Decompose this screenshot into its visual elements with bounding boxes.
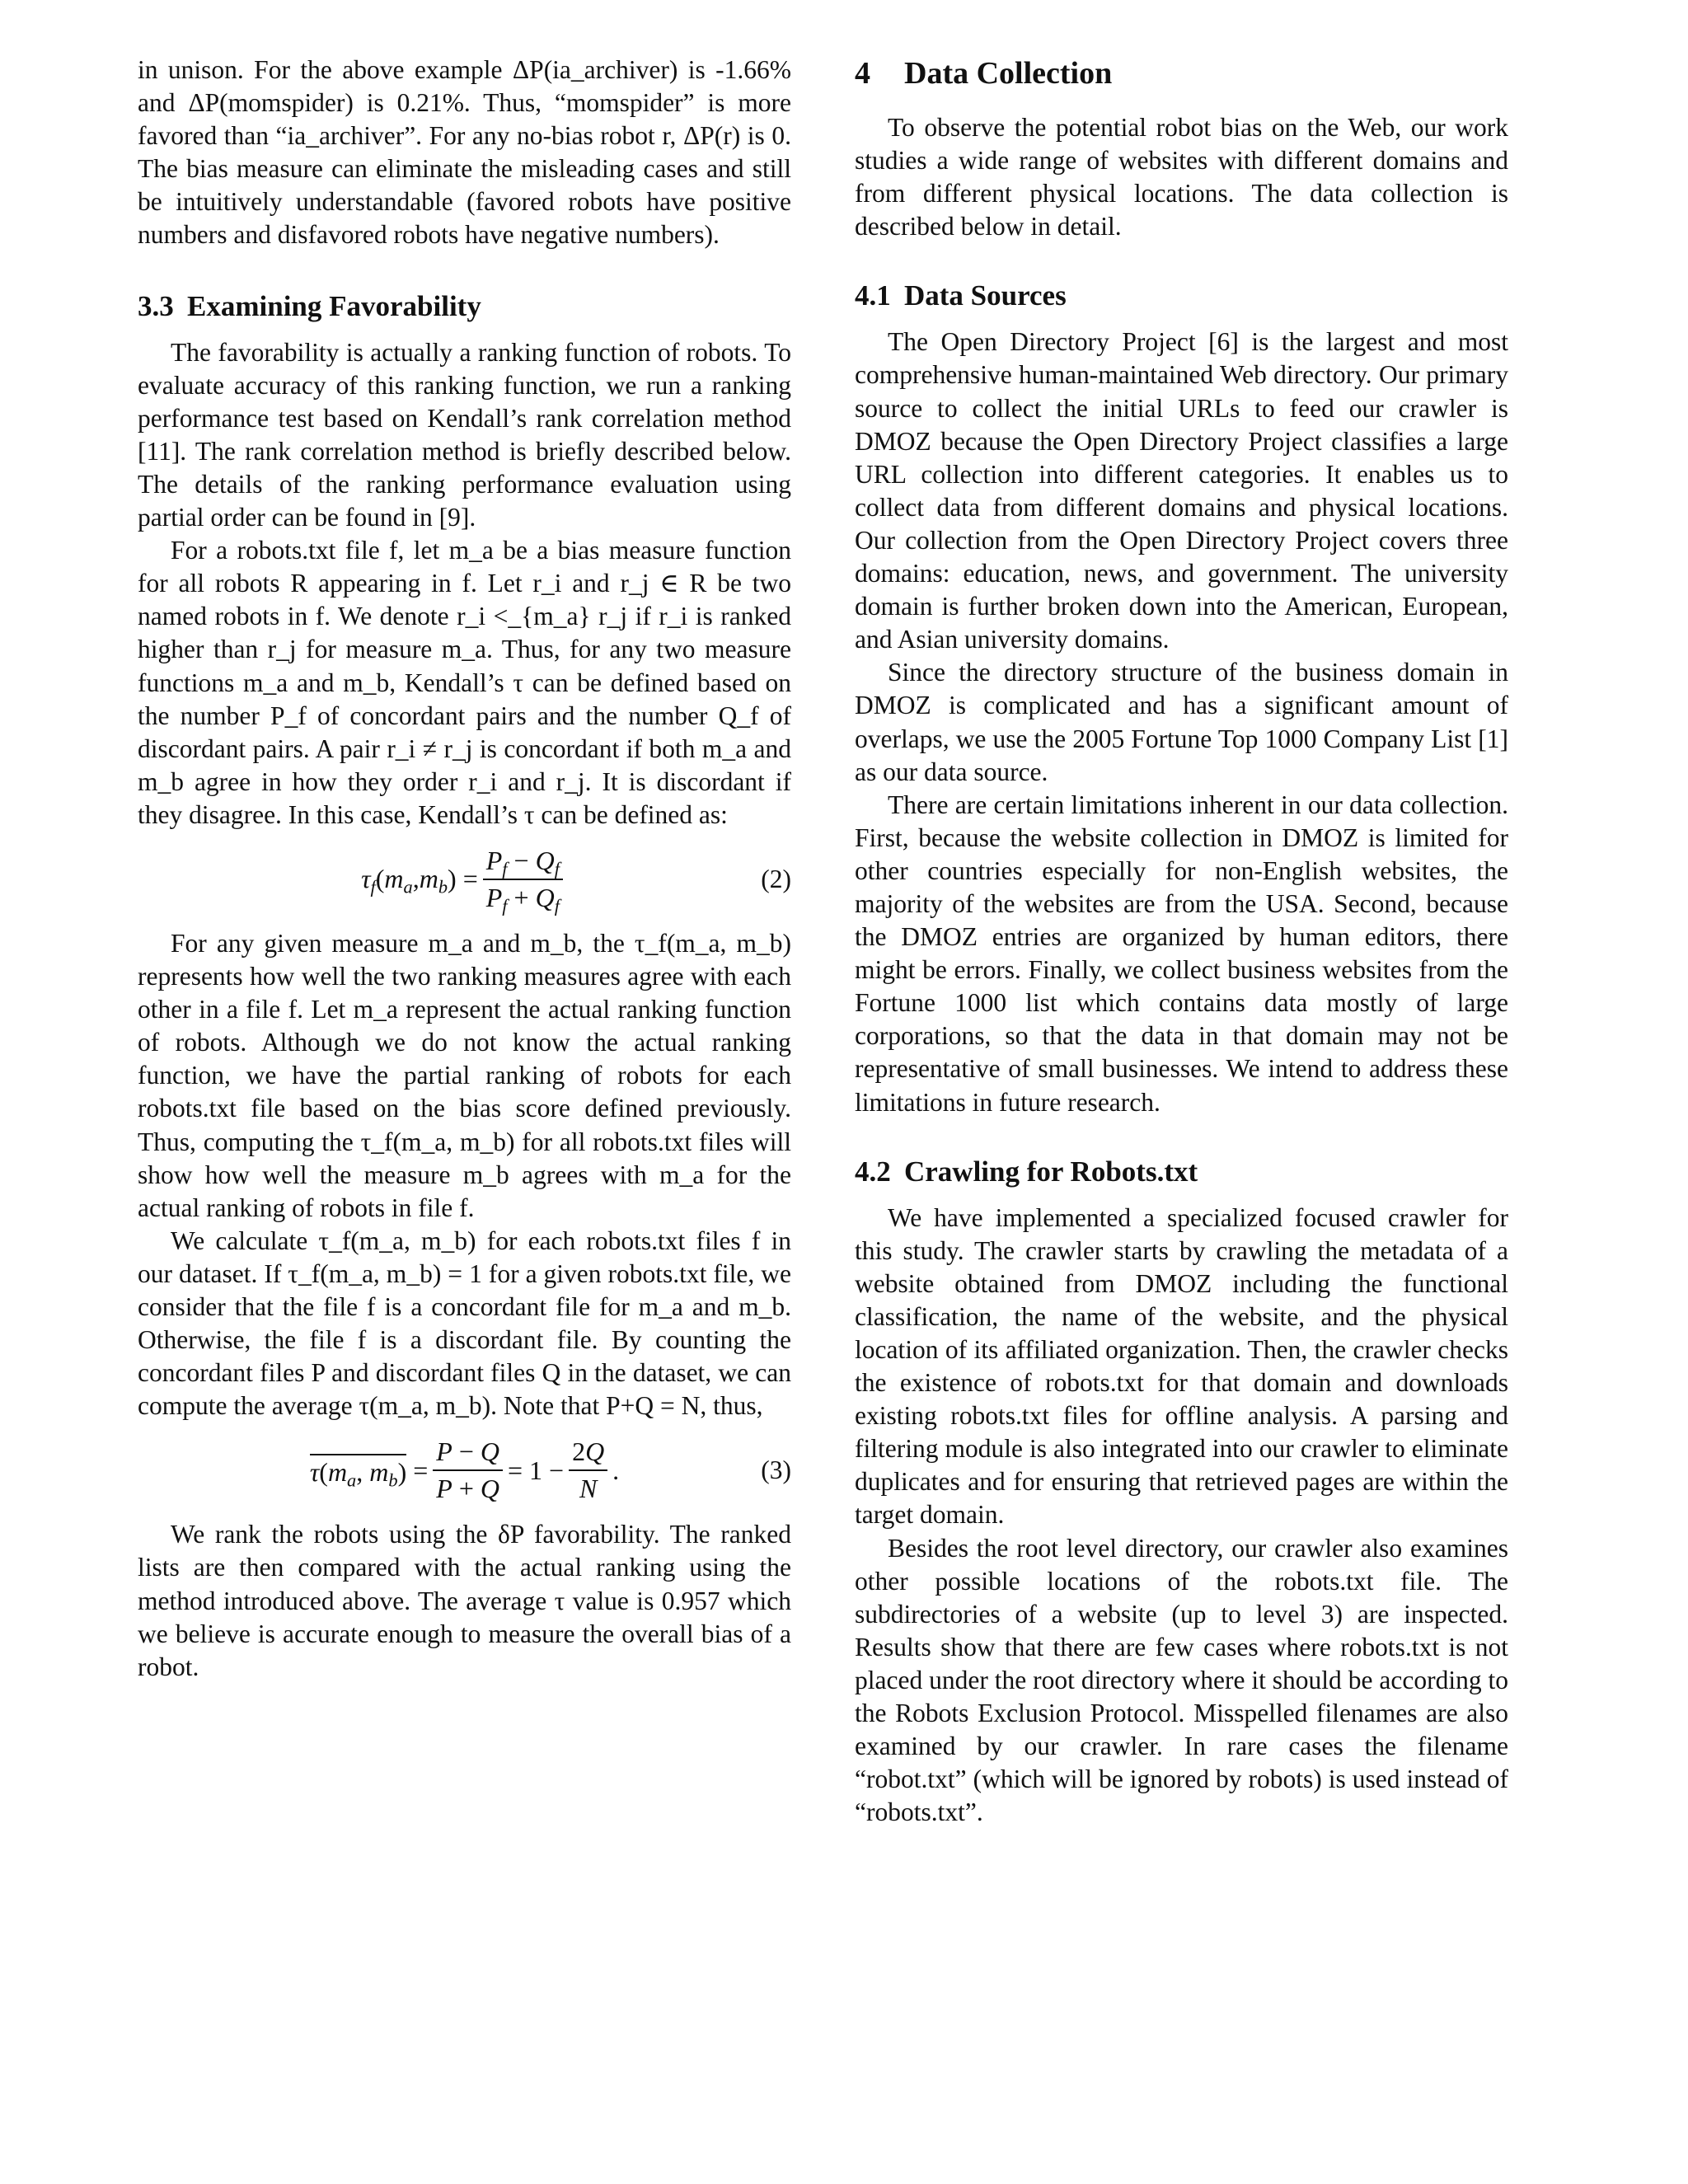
- equation-2: $\tau_f$ ( $m_a$ , $m_b$ ) = $\frac{P_f - Q_f}{P_f + Q_f}$ (2): [361, 845, 791, 916]
- intro-paragraph: in unison. For the above example ΔP(ia_archiver) is -1.66% and ΔP(momspider) is 0.21%. Thus, “momspider” is more favored than “ia_archiver”. For any no-bias robot r, ΔP(r) is 0. The bias measure can eliminate the misleading cases and still be intuitively understandable (favored robots have positive numbers and disfavored robots have negative numbers).: [138, 55, 791, 250]
- paragraph: There are certain limitations inherent in our data collection. First, because the website collection in DMOZ is limited for other countries especially for non-English websites, the majority of the websites are from the USA. Second, because the DMOZ entries are organized by human editors, there might be errors. Finally, we collect business websites from the Fortune 1000 list which contains data mostly of large corporations, so that the data in that domain may not be representative of small businesses. We intend to address these limitations in future research.: [855, 790, 1508, 1117]
- paragraph: For any given measure m_a and m_b, the τ_f(m_a, m_b) represents how well the two ranking measures agree with each other in a file f. Let m_a represent the actual ranking function of robots. Although we do not know the actual ranking function, we have the partial ranking of robots for each robots.txt file based on the bias score defined previously. Thus, computing the τ_f(m_a, m_b) for all robots.txt files will show how well the measure m_b agrees with m_a for the actual ranking of robots in file f.: [138, 928, 791, 1222]
- section-4-2-heading: [855, 1154, 1508, 1190]
- fraction: $\frac{P - Q}{P + Q}$: [433, 1436, 503, 1504]
- paragraph: We rank the robots using the δP favorability. The ranked lists are then compared with the actual ranking using the method introduced above. The average τ value is 0.957 which we believe is accurate enough to measure the overall bias of a robot.: [138, 1520, 791, 1681]
- section-3-3-heading: [138, 288, 791, 325]
- section-4-heading: [855, 54, 1508, 93]
- section-number: 4.1: [855, 279, 891, 312]
- section-number: 4: [855, 56, 870, 91]
- section-title: Data Sources: [904, 279, 1067, 312]
- section-title: Crawling for Robots.txt: [904, 1155, 1198, 1188]
- equation-number: (3): [761, 1455, 791, 1485]
- paragraph: To observe the potential robot bias on the Web, our work studies a wide range of websites with different domains and from different physical locations. The data collection is described below in detail.: [855, 113, 1508, 241]
- section-title: Data Collection: [904, 56, 1113, 91]
- paragraph: The Open Directory Project [6] is the largest and most comprehensive human-maintained Web directory. Our primary source to collect the initial URLs to feed our crawler is DMOZ because the Open Directory Project classifies a large URL collection into different categories. It enables us to collect data from different domains and physical locations. Our collection from the Open Directory Project covers three domains: education, news, and government. The university domain is further broken down into the American, European, and Asian university domains.: [855, 327, 1508, 654]
- paragraph: We calculate τ_f(m_a, m_b) for each robots.txt files f in our dataset. If τ_f(m_a, m_b) = 1 for a given robots.txt file, we consider that the file f is a concordant file for m_a and m_b. Otherwise, the file f is a discordant file. By counting the concordant files P and discordant files Q in the dataset, we can compute the average τ(m_a, m_b). Note that P+Q = N, thus,: [138, 1226, 791, 1421]
- fraction: $\frac{P_f - Q_f}{P_f + Q_f}$: [483, 846, 563, 913]
- paragraph: We have implemented a specialized focused crawler for this study. The crawler starts by crawling the metadata of a website obtained from DMOZ including the functional classification, the name of the website, and the physical location of its affiliated organization. Then, the crawler checks the existence of robots.txt for that domain and downloads existing robots.txt files for offline analysis. A parsing and filtering module is also integrated into our crawler to eliminate duplicates and for ensuring that retrieved pages are within the target domain.: [855, 1202, 1508, 1530]
- left-column: [138, 54, 791, 1684]
- paragraph: Since the directory structure of the business domain in DMOZ is complicated and has a significant amount of overlaps, we use the 2005 Fortune Top 1000 Company List [1] as our data source.: [855, 658, 1508, 786]
- equation-3: $\tau(m_a$, $m_b$) = $\frac{P - Q}{P + Q}$ = 1 − $\frac{2Q}{N}$ . (3): [309, 1436, 791, 1504]
- equation-number: (2): [761, 864, 791, 893]
- fraction: $\frac{2Q}{N}$: [569, 1436, 607, 1504]
- section-number: 4.2: [855, 1155, 891, 1188]
- right-column: [855, 54, 1508, 1829]
- section-number: 3.3: [138, 289, 174, 322]
- section-title: Examining Favorability: [187, 289, 481, 322]
- paragraph: Besides the root level directory, our crawler also examines other possible locations of the robots.txt file. The subdirectories of a website (up to level 3) are inspected. Results show that there are few cases where robots.txt is not placed under the root directory where it should be according to the Robots Exclusion Protocol. Misspelled filenames are also examined by our crawler. In rare cases the filename “robot.txt” (which will be ignored by robots) is used instead of “robots.txt”.: [855, 1533, 1508, 1827]
- section-4-1-heading: [855, 278, 1508, 314]
- paragraph: The favorability is actually a ranking function of robots. To evaluate accuracy of this ranking function, we run a ranking performance test based on Kendall’s rank correlation method [11]. The rank correlation method is briefly described below. The details of the ranking performance evaluation using partial order can be found in [9].: [138, 337, 791, 532]
- paragraph: For a robots.txt file f, let m_a be a bias measure function for all robots R appearing in f. Let r_i and r_j ∈ R be two named robots in f. We denote r_i <_{m_a} r_j if r_i is ranked higher than r_j for measure m_a. Thus, for any two measure functions m_a and m_b, Kendall’s τ can be defined based on the number P_f of concordant pairs and the number Q_f of discordant pairs. A pair r_i ≠ r_j is concordant if both m_a and m_b agree in how they order r_i and r_j. It is discordant if they disagree. In this case, Kendall’s τ can be defined as:: [138, 536, 791, 829]
